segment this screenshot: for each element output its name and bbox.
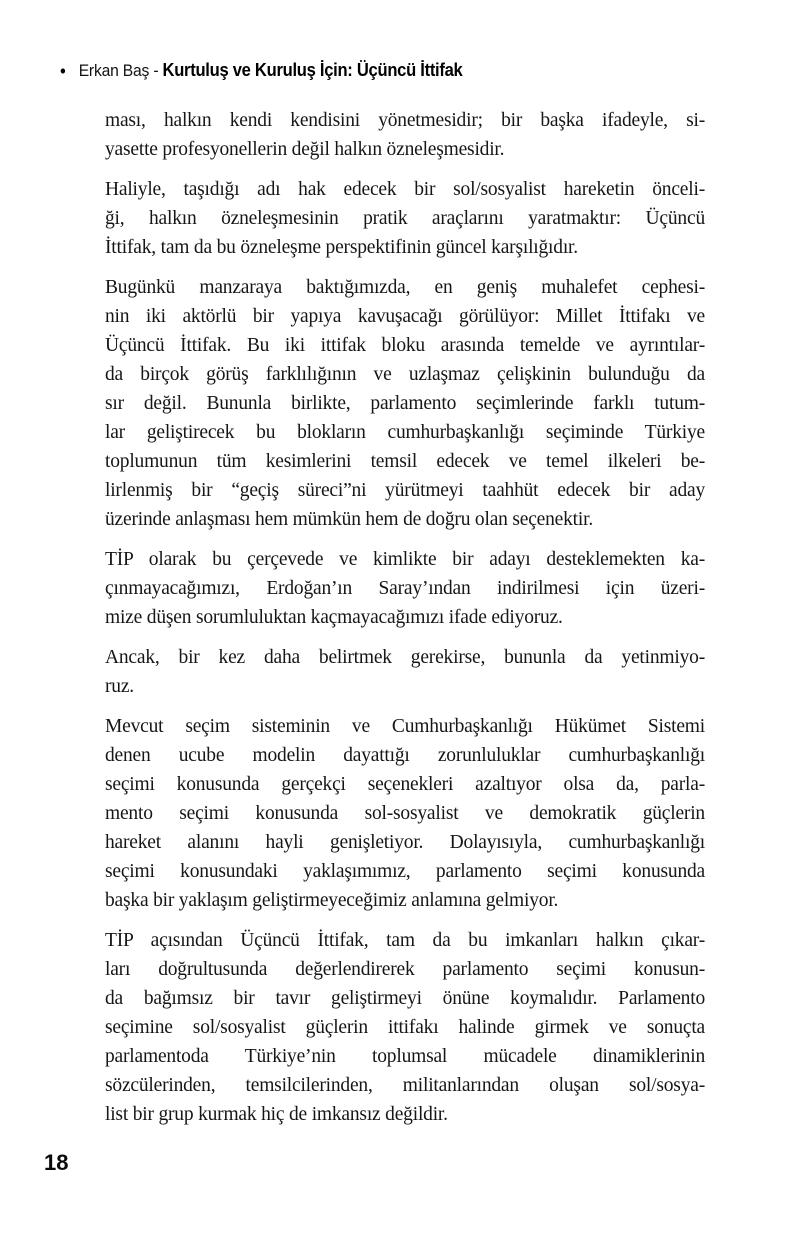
author-name: Erkan Baş - bbox=[78, 61, 163, 80]
text-line: Haliyle, taşıdığı adı hak edecek bir sol/sosyalist hareketin önceli- bbox=[105, 179, 705, 200]
text-line: mento seçimi konusunda sol-sosyalist ve demokratik güçlerin bbox=[105, 803, 705, 824]
text-line: Bugünkü manzaraya baktığımızda, en geniş muhalefet cephesi- bbox=[105, 277, 705, 298]
text-line: lar geliştirecek bu blokların cumhurbaşkanlığı seçiminde Türkiye bbox=[105, 422, 705, 443]
text-line: Ancak, bir kez daha belirtmek gerekirse, bununla da yetinmiyo- bbox=[105, 647, 705, 668]
paragraph bbox=[105, 712, 705, 915]
page-body bbox=[105, 106, 705, 1140]
running-head bbox=[60, 60, 463, 81]
running-head-text bbox=[79, 60, 463, 81]
text-line: TİP açısından Üçüncü İttifak, tam da bu imkanları halkın çıkar- bbox=[105, 930, 705, 951]
text-line: toplumunun tüm kesimlerini temsil edecek ve temel ilkeleri be- bbox=[105, 451, 705, 472]
text-line: sözcülerinden, temsilcilerinden, militanlarından oluşan sol/sosya- bbox=[105, 1075, 705, 1096]
text-line: ması, halkın kendi kendisini yönetmesidir; bir başka ifadeyle, si- bbox=[105, 110, 705, 131]
text-line: çınmayacağımızı, Erdoğan’ın Saray’ından indirilmesi için üzeri- bbox=[105, 578, 705, 599]
text-line: İttifak, tam da bu özneleşme perspektifinin güncel karşılığıdır. bbox=[105, 237, 578, 258]
paragraph bbox=[105, 926, 705, 1129]
text-line: Üçüncü İttifak. Bu iki ittifak bloku arasında temelde ve ayrıntılar- bbox=[105, 335, 705, 356]
text-line: ği, halkın özneleşmesinin pratik araçlarını yaratmaktır: Üçüncü bbox=[105, 208, 705, 229]
paragraph bbox=[105, 175, 705, 262]
text-line: sır değil. Bununla birlikte, parlamento seçimlerinde farklı tutum- bbox=[105, 393, 705, 414]
text-line: da bağımsız bir tavır geliştirmeyi önüne koymalıdır. Parlamento bbox=[105, 988, 705, 1009]
text-line: denen ucube modelin dayattığı zorunluluklar cumhurbaşkanlığı bbox=[105, 745, 705, 766]
text-line: da birçok görüş farklılığının ve uzlaşmaz çelişkinin bulunduğu da bbox=[105, 364, 705, 385]
bullet-icon: • bbox=[60, 60, 66, 81]
book-title: Kurtuluş ve Kuruluş İçin: Üçüncü İttifak bbox=[162, 60, 463, 80]
text-line: list bir grup kurmak hiç de imkansız değildir. bbox=[105, 1104, 448, 1125]
text-line: hareket alanını hayli genişletiyor. Dolayısıyla, cumhurbaşkanlığı bbox=[105, 832, 705, 853]
text-line: yasette profesyonellerin değil halkın özneleşmesidir. bbox=[105, 139, 505, 160]
text-line: nin iki aktörlü bir yapıya kavuşacağı görülüyor: Millet İttifakı ve bbox=[105, 306, 705, 327]
text-line: üzerinde anlaşması hem mümkün hem de doğru olan seçenektir. bbox=[105, 509, 594, 530]
text-line: TİP olarak bu çerçevede ve kimlikte bir adayı desteklemekten ka- bbox=[105, 549, 705, 570]
paragraph bbox=[105, 273, 705, 534]
text-line: seçimi konusunda gerçekçi seçenekleri azaltıyor olsa da, parla- bbox=[105, 774, 705, 795]
paragraph bbox=[105, 545, 705, 632]
text-line: parlamentoda Türkiye’nin toplumsal mücadele dinamiklerinin bbox=[105, 1046, 705, 1067]
text-line: seçimi konusundaki yaklaşımımız, parlamento seçimi konusunda bbox=[105, 861, 705, 882]
text-line: seçimine sol/sosyalist güçlerin ittifakı halinde girmek ve sonuçta bbox=[105, 1017, 705, 1038]
text-line: başka bir yaklaşım geliştirmeyeceğimiz anlamına gelmiyor. bbox=[105, 890, 559, 911]
text-line: ruz. bbox=[105, 676, 134, 697]
text-line: ları doğrultusunda değerlendirerek parlamento seçimi konusun- bbox=[105, 959, 705, 980]
text-line: mize düşen sorumluluktan kaçmayacağımızı ifade ediyoruz. bbox=[105, 607, 563, 628]
paragraph bbox=[105, 643, 705, 701]
paragraph bbox=[105, 106, 705, 164]
text-line: Mevcut seçim sisteminin ve Cumhurbaşkanlığı Hükümet Sistemi bbox=[105, 716, 705, 737]
text-line: lirlenmiş bir “geçiş süreci”ni yürütmeyi taahhüt edecek bir aday bbox=[105, 480, 705, 501]
page-number: 18 bbox=[44, 1150, 69, 1175]
